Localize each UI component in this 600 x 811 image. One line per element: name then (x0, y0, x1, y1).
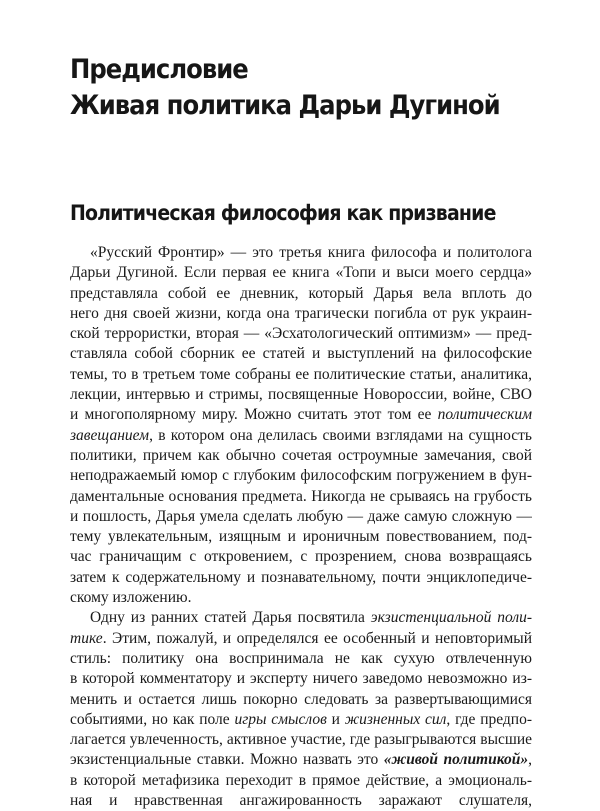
text-run: и многополярному миру. Можно считать этот том ее (70, 406, 438, 424)
text-run: «Русский Фронтир» — это третья книга философа и политолога (90, 244, 532, 261)
text-run: затем к содержательному и познавательному, почти энциклопедиче- (70, 568, 532, 586)
text-line (70, 243, 532, 263)
text-line (70, 284, 532, 304)
text-line (70, 750, 532, 770)
text-run: него дня своей жизни, когда она трагически погибла от рук украин- (70, 304, 532, 322)
text-line (70, 629, 532, 649)
text-line (70, 710, 532, 730)
text-run: ная и нравственная ангажированность заражают слушателя, (70, 792, 532, 810)
text-line (70, 487, 532, 507)
body-text (70, 243, 532, 811)
text-run: в которой комментатору и эксперту ничего заведомо невозможно из- (70, 670, 532, 688)
text-run: стиль: политику она воспринимала не как сухую отвлеченную (70, 649, 532, 667)
text-run: лагается увлеченность, активное участие, где разыгрываются высшие (70, 731, 532, 749)
text-run: Дарьи Дугиной. Если первая ее книга «Топи и выси моего сердца» (70, 264, 532, 282)
emphasis-text: жизненных сил (344, 710, 447, 728)
text-run: экзистенциальные ставки. Можно назвать это (70, 751, 384, 769)
text-line (70, 588, 532, 608)
emphasis-text: тике (70, 629, 103, 647)
emphasis-text: игры смыслов (234, 710, 327, 728)
text-run: и (326, 710, 345, 728)
text-run: темы, то в третьем томе собраны ее политические статьи, аналитика, (70, 365, 532, 383)
text-line (70, 507, 532, 527)
text-line (70, 771, 532, 791)
text-run: в которой метафизика переходит в прямое действие, а эмоциональ- (70, 771, 532, 789)
chapter-title-line-2: Живая политика Дарьи Дугиной (70, 90, 500, 121)
text-run: тему увлекательным, изящным и ироничным повествованием, под- (70, 528, 532, 546)
text-line (70, 324, 532, 344)
text-run: и пошлость, Дарья умела сделать любую — даже самую сложную — (70, 507, 532, 525)
text-run: политики, причем как обычно сочетая остроумные замечания, свой (70, 446, 532, 464)
emphasis-text: завещанием (70, 426, 150, 444)
text-line (70, 649, 532, 669)
section-title: Политическая философия как призвание (70, 201, 496, 225)
chapter-title (70, 52, 500, 124)
text-run: менить и остается лишь покорно следовать за развертывающимися (70, 690, 532, 708)
text-line (70, 385, 532, 405)
chapter-title-line-1: Предисловие (70, 54, 248, 85)
text-run: , в котором она делилась своими взглядами на сущность (149, 426, 532, 444)
text-run: представляла собой ее дневник, который Дарья вела вплоть до (70, 284, 532, 302)
text-run: , где предпо- (446, 710, 532, 728)
text-line (70, 304, 532, 324)
text-run: час граничащим с откровением, с прозрением, снова возвращаясь (70, 548, 532, 566)
emphasis-text: политическим (437, 406, 532, 424)
text-line (70, 547, 532, 567)
text-run: ставляла собой сборник ее статей и выступлений на философские (70, 345, 532, 363)
text-line (70, 365, 532, 385)
text-run: Одну из ранних статей Дарья посвятила (90, 609, 371, 627)
text-run: ской террористки, вторая — «Эсхатологический оптимизм» — пред- (70, 325, 532, 343)
text-run: , (528, 751, 532, 769)
paragraph (70, 608, 532, 811)
text-run: даментальные основания предмета. Никогда не срываясь на грубость (70, 487, 532, 505)
text-line (70, 405, 532, 425)
text-line (70, 527, 532, 547)
text-line (70, 344, 532, 364)
text-run: лекции, интервью и стримы, посвященные Новороссии, войне, СВО (70, 386, 532, 404)
text-line (70, 669, 532, 689)
text-line (70, 730, 532, 750)
text-line (70, 426, 532, 446)
text-line (70, 466, 532, 486)
text-run: скому изложению. (70, 589, 192, 607)
text-run: неподражаемый юмор с глубоким философским погружением в фун- (70, 467, 532, 485)
emphasis-text: «живой политикой» (383, 751, 529, 769)
text-run: событиями, но как поле (70, 710, 235, 728)
text-line (70, 690, 532, 710)
text-line (70, 446, 532, 466)
emphasis-text: экзистенциальной поли- (370, 609, 532, 627)
text-line (70, 608, 532, 628)
text-line (70, 568, 532, 588)
text-line (70, 791, 532, 811)
text-run: . Этим, пожалуй, и определялся ее особенный и неповторимый (102, 629, 532, 647)
text-line (70, 263, 532, 283)
paragraph (70, 243, 532, 608)
